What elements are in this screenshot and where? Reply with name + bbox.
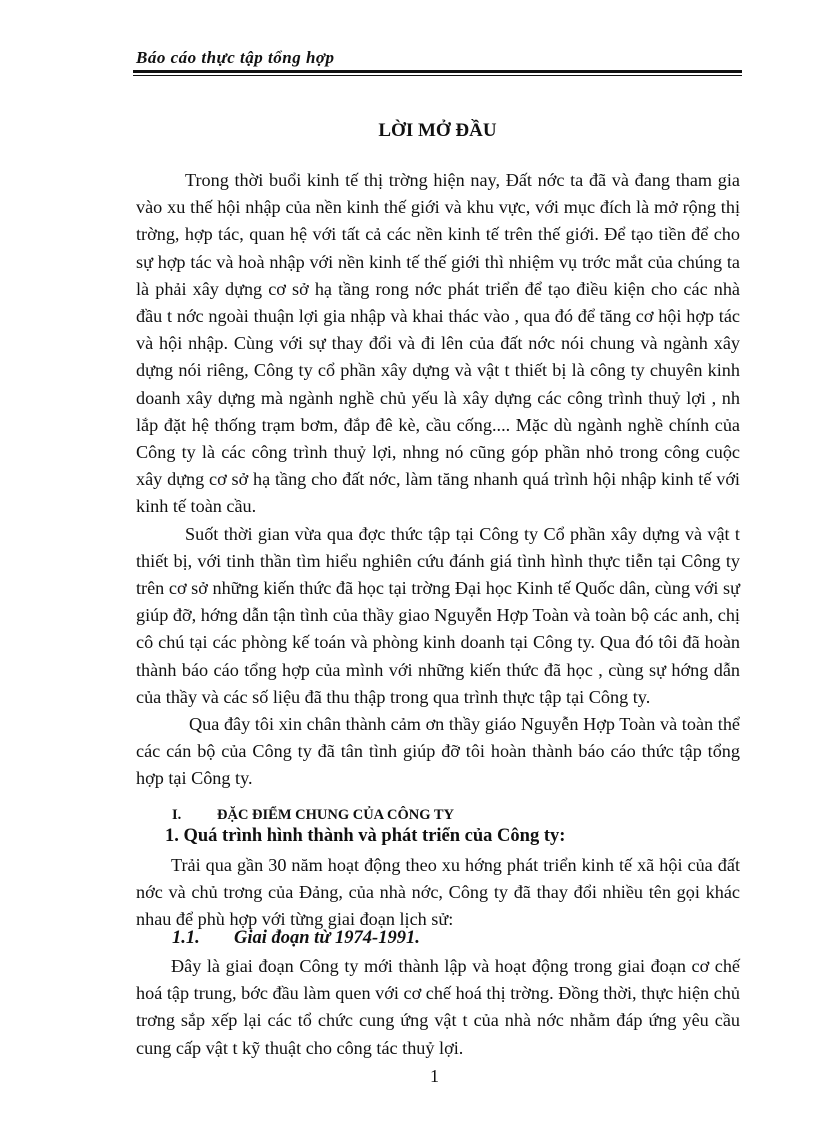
intro-paragraph-2: Suốt thời gian vừa qua đợc thức tập tại Công ty Cổ phần xây dựng và vật t thiết bị, với tinh thần tìm hiểu nghiên cứu đánh giá tình hình thực tiễn tại Công ty trên cơ sở những kiến thức đã học tại trờng Đại học Kinh tế Quốc dân, cùng với sự giúp đỡ, hớng dẫn tận tình của thầy giao Nguyễn Hợp Toàn và toàn bộ các anh, chị cô chú tại các phòng kế toán và phòng kinh doanh tại Công ty. Qua đó tôi đã hoàn thành báo cáo tổng hợp của mình với những kiến thức đã học , cùng sự hớng dẫn của thầy và các số liệu đã thu thập trong qua trình thực tập tại Công ty. xyxy=(136,523,740,707)
intro-paragraph-1: Trong thời buổi kinh tế thị trờng hiện nay, Đất nớc ta đã và đang tham gia vào xu thế hội nhập của nền kinh thế giới và khu vực, với mục đích là mở rộng thị trờng, hợp tác, quan hệ với tất cả các nền kinh tế trên thế giới. Để tạo tiền để cho sự hợp tác và hoà nhập với nền kinh tế thế giới thì nhiệm vụ trớc mắt của chúng ta là phải xây dựng cơ sở hạ tầng rong nớc phát triển để tạo điều kiện cho các nhà đầu t nớc ngoài thuận lợi gia nhập và khai thác vào , qua đó để tăng cơ hội hợp tác và hội nhập. Cùng với sự thay đổi và đi lên của đất nớc nói chung và ngành xây dựng nói riêng, Công ty cổ phần xây dựng và vật t thiết bị là công ty chuyên kinh doanh xây dựng mà ngành nghề chủ yếu là xây dựng các công trình thuỷ lợi , nh lắp đặt hệ thống trạm bơm, đắp đê kè, cầu cống.... Mặc dù ngành nghề chính của Công ty là các công trình thuỷ lợi, nhng nó cũng góp phần nhỏ trong công cuộc xây dựng cơ sở hạ tầng cho đất nớc, làm tăng nhanh quá trình hội nhập kinh tế với kinh tế toàn cầu. xyxy=(136,170,740,517)
header-rule-thick xyxy=(133,70,742,73)
subsection-heading: 1. Quá trình hình thành và phát triển của Công ty: xyxy=(165,826,566,846)
sub-subsection-body xyxy=(136,953,740,1062)
section-body xyxy=(136,852,740,934)
page-title: LỜI MỞ ĐẦU xyxy=(378,120,497,141)
sub-subsection-heading xyxy=(172,928,420,949)
sub-subsection-paragraph-1: Đây là giai đoạn Công ty mới thành lập và hoạt động trong giai đoạn cơ chế hoá tập trung, bớc đầu làm quen với cơ chế hoá thị trờng. Đồng thời, thực hiện chủ trơng sắp xếp lại các tổ chức cung ứng vật t của nhà nớc nhằm đáp ứng yêu cầu cung cấp vật t kỹ thuật cho công tác thuỷ lợi. xyxy=(136,956,740,1058)
running-header: Báo cáo thực tập tổng hợp xyxy=(136,48,335,67)
section-number: I. xyxy=(172,807,182,823)
section-paragraph-1: Trải qua gần 30 năm hoạt động theo xu hớng phát triển kinh tế xã hội của đất nớc và chủ trơng của Đảng, của nhà nớc, Công ty đã thay đổi nhiều tên gọi khác nhau để phù hợp với từng giai đoạn lịch sử: xyxy=(136,855,740,930)
sub-subsection-title: Giai đoạn từ 1974-1991. xyxy=(234,928,420,948)
intro-paragraph-3: Qua đây tôi xin chân thành cảm ơn thầy giáo Nguyễn Hợp Toàn và toàn thể các cán bộ của Công ty đã tân tình giúp đỡ tôi hoàn thành báo cáo thức tập tổng hợp tại Công ty. xyxy=(136,714,740,789)
section-heading xyxy=(172,807,454,824)
intro-section xyxy=(136,167,740,793)
sub-subsection-number: 1.1. xyxy=(172,928,200,948)
section-title: ĐẶC ĐIỂM CHUNG CỦA CÔNG TY xyxy=(217,807,454,823)
header-rule-thin xyxy=(133,75,742,76)
page-number: 1 xyxy=(430,1066,439,1086)
